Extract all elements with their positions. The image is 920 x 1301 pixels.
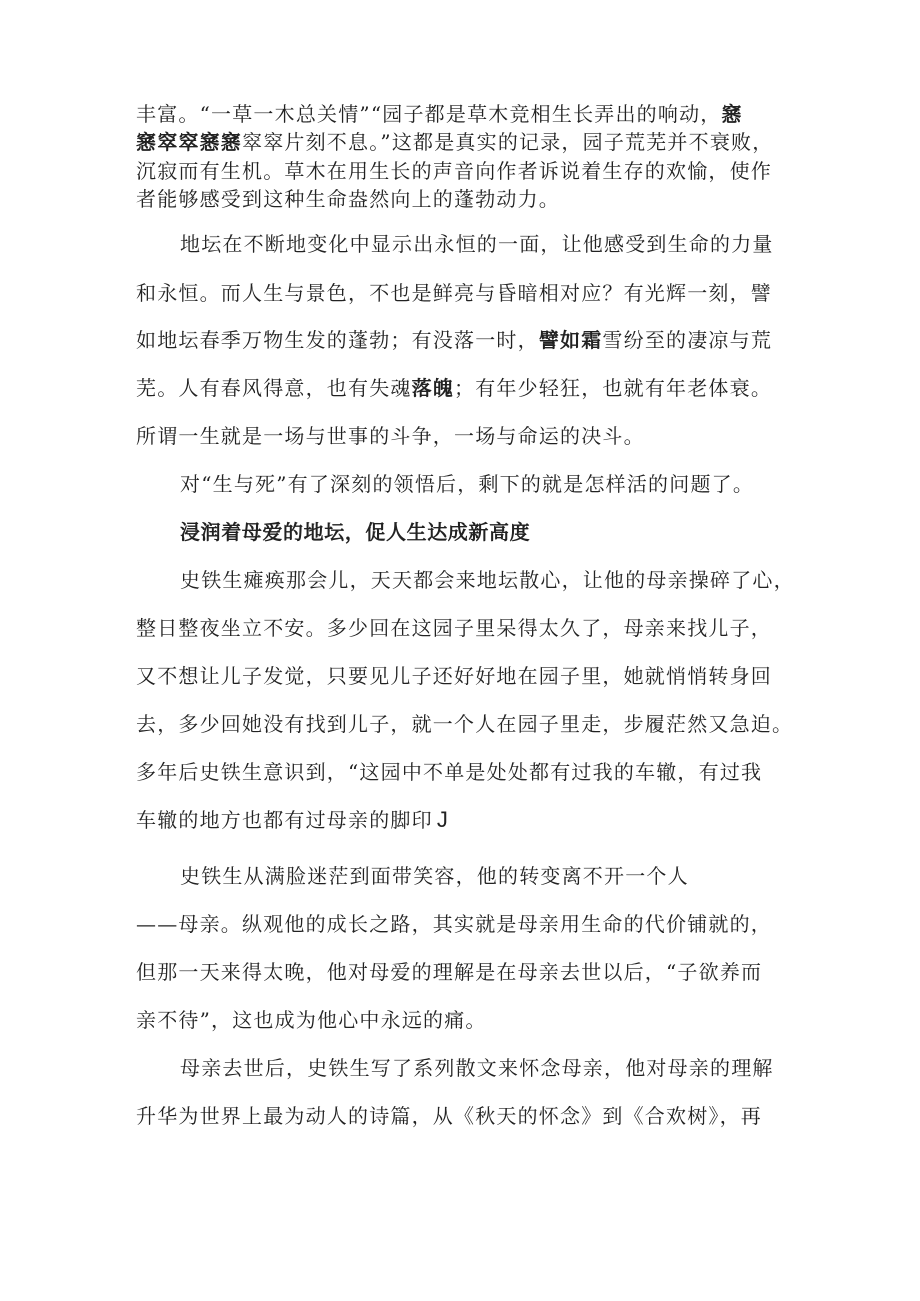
text-line: ——母亲。纵观他的成长之路，其实就是母亲用生命的代价铺就的， [136,912,772,936]
text-line: 又不想让儿子发觉，只要见儿子还好好地在园子里，她就悄悄转身回 [136,664,772,688]
text-line: 对“生与死”有了深刻的领悟后，剩下的就是怎样活的问题了。 [180,472,755,496]
text-line: 地坛在不断地变化中显示出永恒的一面，让他感受到生命的力量 [180,232,774,256]
text-line [136,375,772,401]
text-line: 沉寂而有生机。草木在用生长的声音向作者诉说着生存的欢愉，使作 [136,159,772,183]
text-segment: 雪纷至的凄凉与荒 [602,328,773,352]
text-line [136,129,773,155]
text-line: 所谓一生就是一场与世事的斗争，一场与命运的决斗。 [136,424,645,448]
text-segment: 车辙的地方也都有过母亲的脚印 [136,808,433,832]
text-line [136,807,449,833]
section-heading: 浸润着母爱的地坛，促人生达成新高度 [180,520,531,544]
text-segment: 窣窣片刻不息。”这都是真实的记录，园子荒芜并不衰败， [242,130,774,154]
text-line: 和永恒。而人生与景色，不也是鲜亮与昏暗相对应？有光辉一刻，譬 [136,281,772,305]
bold-text-segment: 落魄 [411,376,455,400]
text-line: 去，多少回她没有找到儿子，就一个人在园子里走，步履茫然又急迫。 [136,712,794,736]
bold-text-segment: 窸 [721,102,743,126]
text-line: 者能够感受到这种生命盎然向上的蓬勃动力。 [136,187,560,211]
text-line: 多年后史铁生意识到，“这园中不单是处处都有过我的车辙，有过我 [136,760,763,784]
text-segment: 如地坛春季万物生发的蓬勃；有没落一时， [136,328,539,352]
text-line: 但那一天来得太晚，他对母爱的理解是在母亲去世以后，“子欲养而 [136,960,763,984]
bold-text-segment: 窸窣窣窸窸 [136,130,242,154]
text-segment: 芜。人有春风得意，也有失魂 [136,376,412,400]
text-line: 母亲去世后，史铁生写了系列散文来怀念母亲，他对母亲的理解 [180,1056,774,1080]
text-line: 整日整夜坐立不安。多少回在这园子里呆得太久了，母亲来找儿子， [136,616,772,640]
text-line: 史铁生瘫痪那会儿，天天都会来地坛散心，让他的母亲操碎了心， [180,568,795,592]
text-line: 史铁生从满脸迷茫到面带笑容，他的转变离不开一个人 [180,864,689,888]
text-segment: ；有年少轻狂，也就有年老体衰。 [454,376,773,400]
text-line [136,101,743,127]
stray-glyph: J [436,807,450,832]
text-line: 升华为世界上最为动人的诗篇，从《秋天的怀念》到《合欢树》，再 [136,1104,762,1128]
text-line [136,327,772,353]
text-line: 亲不待”，这也成为他心中永远的痛。 [136,1008,487,1032]
text-segment: 丰富。“一草一木总关情”“园子都是草木竞相生长弄出的响动， [136,102,722,126]
bold-text-segment: 譬如霜 [538,328,603,352]
